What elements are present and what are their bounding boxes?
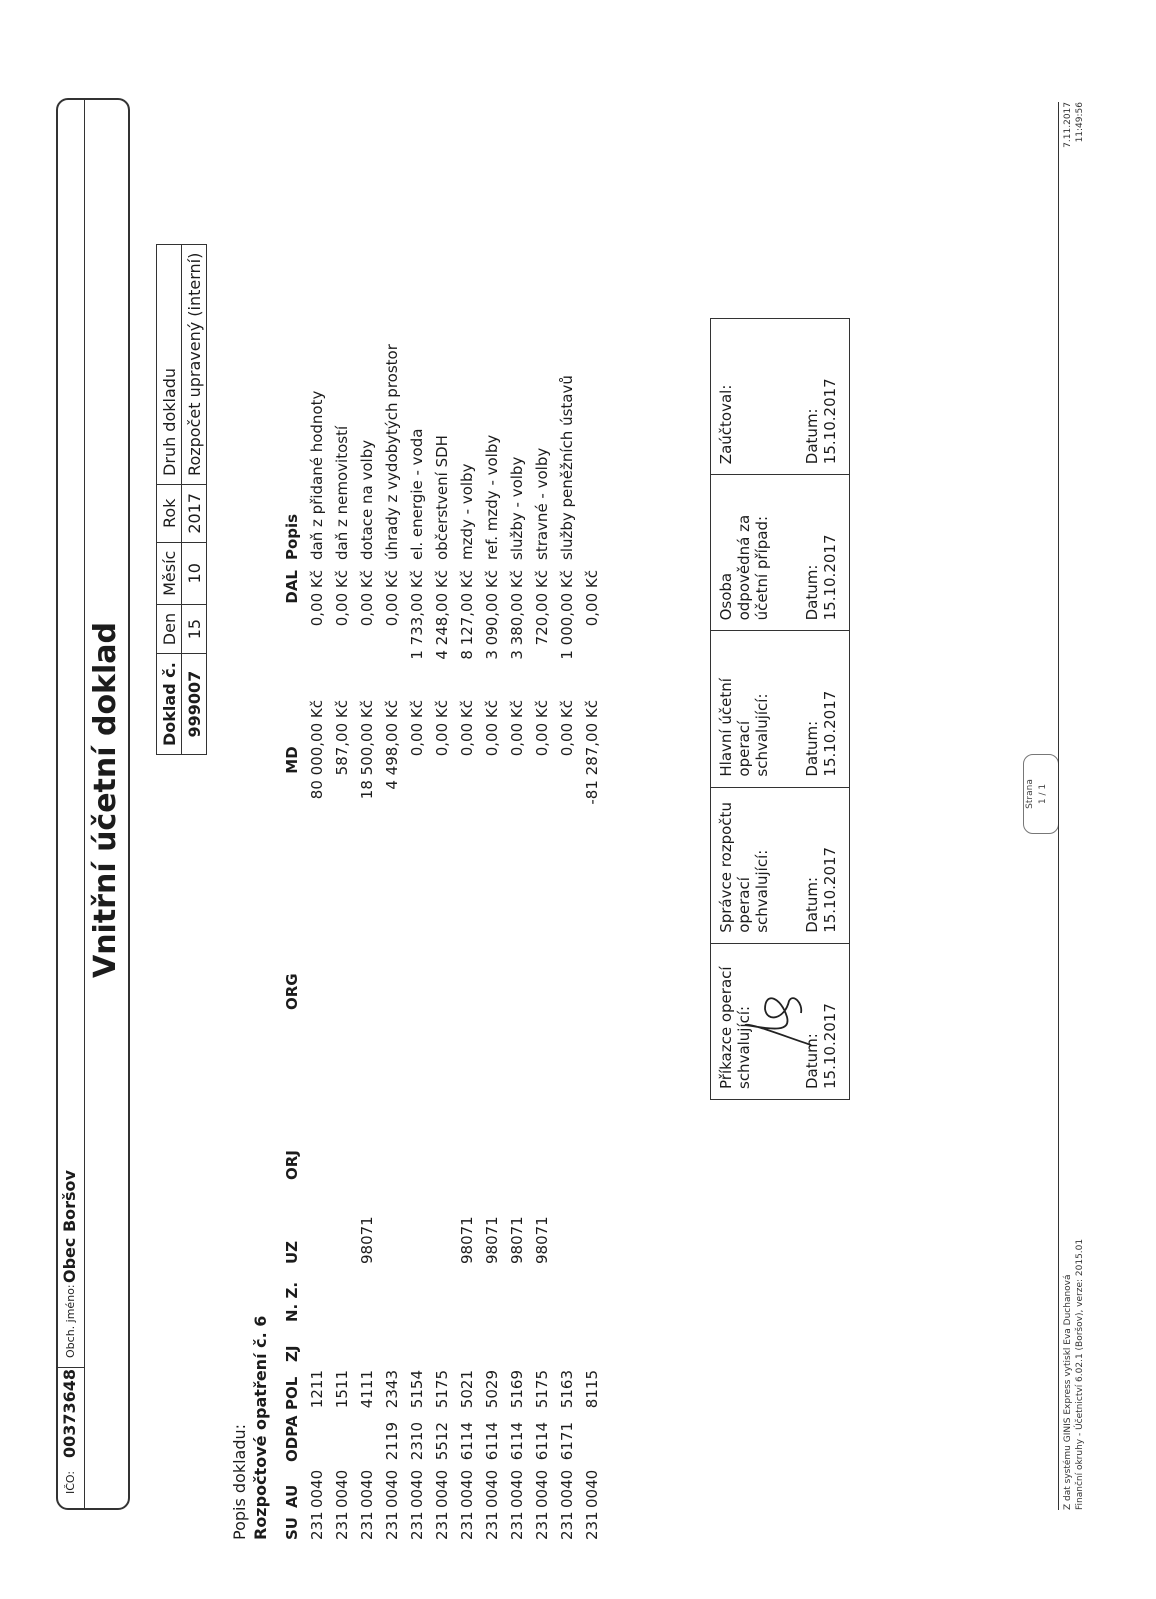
doklad-number: 999007: [182, 653, 207, 754]
header-separator: [58, 1367, 84, 1368]
signature-label: Hlavní účetní operací schvalující:: [717, 677, 771, 777]
cell-dal: 4 248,00 Kč: [433, 569, 451, 660]
cell-odpa: 6114: [458, 1421, 476, 1460]
cell-au: 0040: [383, 1469, 401, 1508]
cell-uz: 98071: [483, 1215, 501, 1264]
col-md: MD: [283, 745, 301, 774]
col-org: ORG: [283, 972, 301, 1010]
business-name-label: Obch. jméno:: [64, 1283, 77, 1358]
cell-su: 231: [308, 1510, 326, 1540]
business-name-value: Obec Boršov: [60, 1169, 79, 1283]
col-au: AU: [283, 1484, 301, 1508]
cell-au: 0040: [458, 1469, 476, 1508]
cell-popis: úhrady z vydobytých prostor: [383, 343, 401, 560]
cell-md: 18 500,00 Kč: [358, 699, 376, 799]
cell-md: 80 000,00 Kč: [308, 699, 326, 799]
signature-date: Datum: 15.10.2017: [803, 846, 839, 933]
document-title: Vnitřní účetní doklad: [88, 621, 123, 978]
header-divider: [84, 100, 85, 1508]
signature-label: Zaúčtoval:: [717, 384, 735, 464]
col-su: SU: [283, 1516, 301, 1540]
document-info-value-row: [182, 244, 207, 754]
cell-su: 231: [433, 1510, 451, 1540]
cell-pol: 1511: [333, 1369, 351, 1408]
cell-au: 0040: [533, 1469, 551, 1508]
col-popis: Popis: [283, 513, 301, 560]
popis-label: Popis dokladu:: [230, 1423, 249, 1540]
col-odpa: ODPA: [283, 1415, 301, 1462]
col-nz: N. Z.: [283, 1281, 301, 1322]
cell-uz: 98071: [533, 1215, 551, 1264]
cell-pol: 1211: [308, 1369, 326, 1408]
mesic-value: 10: [182, 542, 207, 604]
cell-pol: 5175: [533, 1369, 551, 1408]
rok-value: 2017: [182, 484, 207, 542]
cell-popis: el. energie - voda: [408, 428, 426, 560]
footer-line-2: Finanční okruhy - Účetnictví 6.02.1 (Boršov), verze: 2015.01: [1075, 1238, 1085, 1510]
cell-au: 0040: [508, 1469, 526, 1508]
cell-dal: 0,00 Kč: [333, 569, 351, 626]
cell-popis: mzdy - volby: [458, 463, 476, 560]
cell-au: 0040: [333, 1469, 351, 1508]
cell-md: 0,00 Kč: [458, 699, 476, 756]
cell-md: 0,00 Kč: [408, 699, 426, 756]
cell-dal: 1 000,00 Kč: [558, 569, 576, 660]
cell-popis: ref. mzdy - volby: [483, 434, 501, 560]
page-value: 1 / 1: [1038, 783, 1048, 804]
cell-md: 0,00 Kč: [433, 699, 451, 756]
druh-value: Rozpočet upravený (interní): [182, 244, 207, 484]
cell-odpa: 2310: [408, 1421, 426, 1460]
document-info-table: [156, 243, 207, 754]
signature-date: Datum: 15.10.2017: [803, 1002, 839, 1089]
den-header: Den: [157, 604, 182, 653]
cell-pol: 5175: [433, 1369, 451, 1408]
cell-odpa: 6114: [533, 1421, 551, 1460]
cell-au: 0040: [358, 1469, 376, 1508]
cell-dal: 0,00 Kč: [383, 569, 401, 626]
cell-uz: 98071: [508, 1215, 526, 1264]
cell-dal: 0,00 Kč: [308, 569, 326, 626]
col-dal: DAL: [283, 569, 301, 604]
cell-odpa: 6114: [508, 1421, 526, 1460]
col-pol: POL: [283, 1376, 301, 1410]
cell-pol: 8115: [583, 1369, 601, 1408]
cell-dal: 3 380,00 Kč: [508, 569, 526, 660]
signature-cell: [711, 474, 849, 630]
signature-cell: [711, 318, 849, 473]
print-date: 7.11.2017: [1063, 101, 1073, 148]
cell-popis: služby - volby: [508, 456, 526, 560]
den-value: 15: [182, 604, 207, 653]
cell-md: 587,00 Kč: [333, 699, 351, 775]
signature-label: Osoba odpovědná za účetní případ:: [717, 514, 771, 620]
cell-odpa: 5512: [433, 1421, 451, 1460]
signature-box: [710, 318, 850, 1100]
cell-au: 0040: [308, 1469, 326, 1508]
cell-popis: daň z přidané hodnoty: [308, 390, 326, 560]
signature-cell: [711, 942, 849, 1098]
cell-au: 0040: [408, 1469, 426, 1508]
cell-su: 231: [583, 1510, 601, 1540]
cell-su: 231: [333, 1510, 351, 1540]
cell-odpa: 6114: [483, 1421, 501, 1460]
cell-uz: 98071: [358, 1215, 376, 1264]
cell-pol: 4111: [358, 1369, 376, 1408]
footer-line-1: Z dat systému GINIS Express vytiskl Eva Duchanová: [1063, 1273, 1073, 1510]
cell-pol: 5163: [558, 1369, 576, 1408]
col-zj: ZJ: [283, 1345, 301, 1362]
cell-popis: daň z nemovitostí: [333, 425, 351, 560]
cell-md: -81 287,00 Kč: [583, 699, 601, 805]
document-info-header-row: [157, 244, 182, 754]
cell-au: 0040: [558, 1469, 576, 1508]
cell-md: 0,00 Kč: [508, 699, 526, 756]
cell-pol: 2343: [383, 1369, 401, 1408]
popis-value: Rozpočtové opatření č. 6: [251, 1315, 270, 1540]
col-uz: UZ: [283, 1240, 301, 1264]
cell-dal: 8 127,00 Kč: [458, 569, 476, 660]
cell-su: 231: [483, 1510, 501, 1540]
signature-date: Datum: 15.10.2017: [803, 690, 839, 777]
document-page: [48, 50, 1108, 1550]
mesic-header: Měsíc: [157, 542, 182, 604]
cell-su: 231: [558, 1510, 576, 1540]
signature-label: Správce rozpočtu operací schvalující:: [717, 801, 771, 933]
signature-date: Datum: 15.10.2017: [803, 534, 839, 620]
cell-md: 0,00 Kč: [483, 699, 501, 756]
col-orj: ORJ: [283, 1149, 301, 1180]
cell-au: 0040: [583, 1469, 601, 1508]
cell-su: 231: [533, 1510, 551, 1540]
cell-md: 0,00 Kč: [533, 699, 551, 756]
cell-su: 231: [358, 1510, 376, 1540]
cell-au: 0040: [433, 1469, 451, 1508]
ico-value: 00373648: [60, 1368, 79, 1458]
footer-divider: [1058, 102, 1059, 1510]
cell-su: 231: [458, 1510, 476, 1540]
cell-pol: 5021: [458, 1369, 476, 1408]
doklad-header: Doklad č.: [157, 653, 182, 754]
cell-popis: občerstvení SDH: [433, 434, 451, 560]
cell-odpa: 6171: [558, 1421, 576, 1460]
cell-popis: služby peněžních ústavů: [558, 374, 576, 560]
cell-dal: 1 733,00 Kč: [408, 569, 426, 660]
page-label: Strana: [1025, 778, 1035, 809]
ico-label: IČO:: [64, 1470, 77, 1494]
cell-md: 0,00 Kč: [558, 699, 576, 756]
cell-su: 231: [383, 1510, 401, 1540]
signature-cell: [711, 630, 849, 786]
cell-su: 231: [508, 1510, 526, 1540]
cell-popis: stravné - volby: [533, 447, 551, 560]
signature-cell: [711, 786, 849, 942]
signature-label: Příkazce operací schvalující:: [717, 965, 753, 1089]
cell-md: 4 498,00 Kč: [383, 699, 401, 790]
cell-dal: 720,00 Kč: [533, 569, 551, 645]
print-time: 11:49:56: [1075, 101, 1085, 142]
cell-popis: dotace na volby: [358, 439, 376, 560]
cell-pol: 5154: [408, 1369, 426, 1408]
print-timestamp: [1062, 102, 1086, 172]
cell-pol: 5029: [483, 1369, 501, 1408]
cell-uz: 98071: [458, 1215, 476, 1264]
cell-su: 231: [408, 1510, 426, 1540]
page-number-box: [1023, 754, 1059, 834]
rok-header: Rok: [157, 484, 182, 542]
cell-dal: 0,00 Kč: [358, 569, 376, 626]
cell-dal: 3 090,00 Kč: [483, 569, 501, 660]
cell-odpa: 2119: [383, 1421, 401, 1460]
footer-info: [1062, 1238, 1086, 1509]
signature-date: Datum: 15.10.2017: [803, 377, 839, 464]
cell-dal: 0,00 Kč: [583, 569, 601, 626]
cell-pol: 5169: [508, 1369, 526, 1408]
cell-au: 0040: [483, 1469, 501, 1508]
druh-header: Druh dokladu: [157, 244, 182, 484]
